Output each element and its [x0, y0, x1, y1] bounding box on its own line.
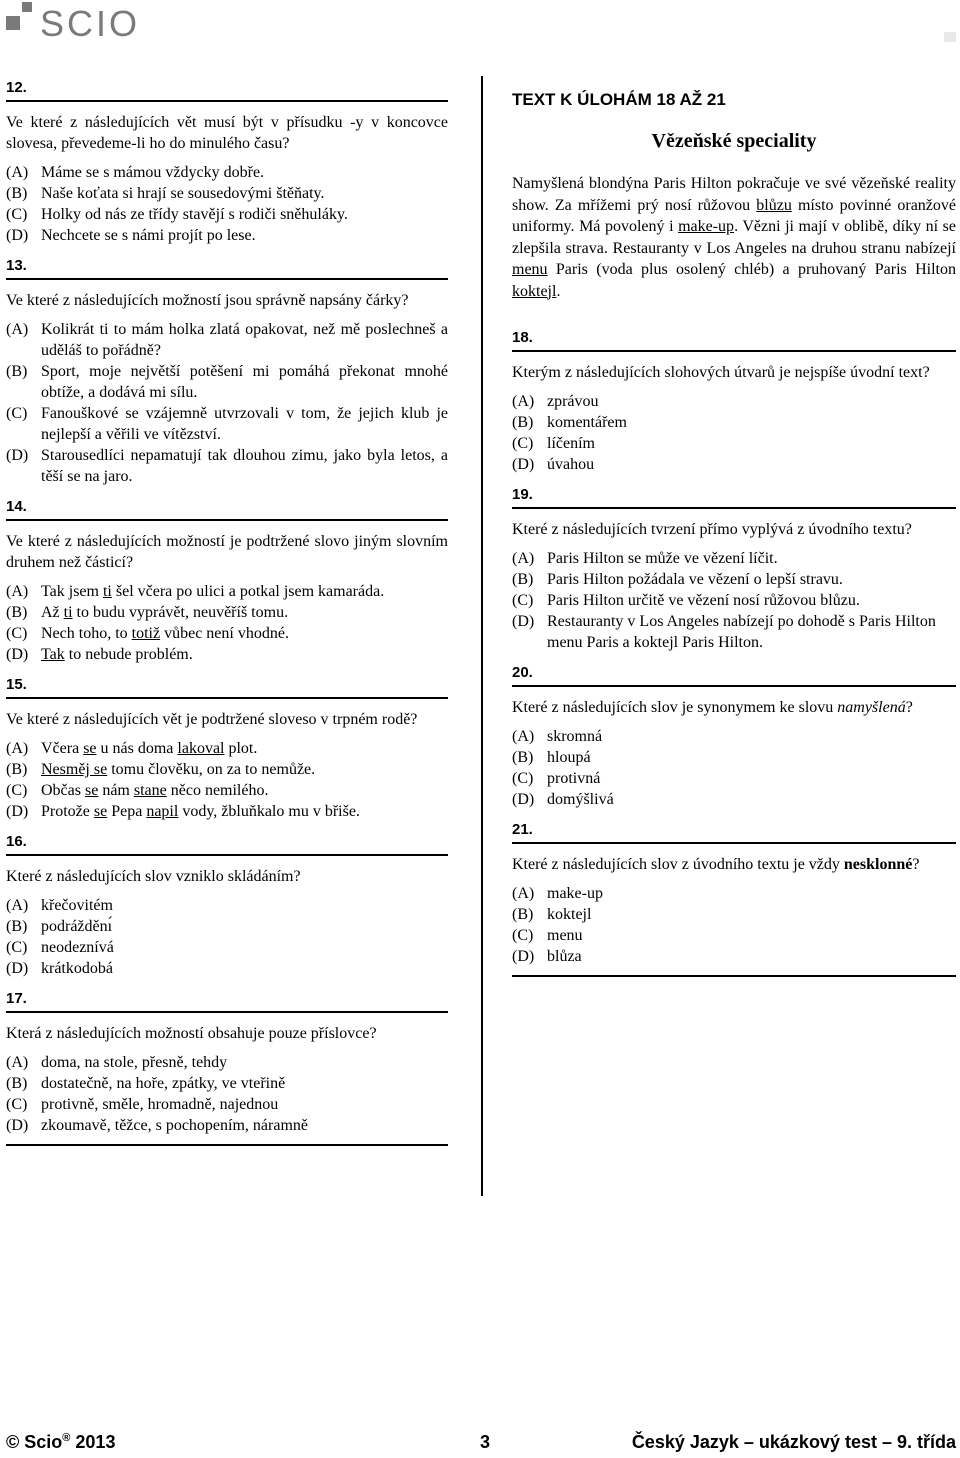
question-text	[512, 697, 956, 718]
option[interactable]	[6, 958, 448, 979]
left-column	[6, 76, 448, 1154]
option-label: (B)	[512, 749, 534, 766]
option-label: (A)	[6, 740, 29, 757]
option-label: (D)	[6, 447, 29, 464]
underlined-word: se	[84, 782, 99, 799]
option-text: zkoumavě, těžce, s pochopením, náramně	[41, 1117, 308, 1134]
text-segment: Tak jsem	[41, 583, 103, 600]
underlined-word: se	[83, 740, 97, 757]
text-segment: Paris (voda plus osolený chléb) a pruhovaný Paris Hilton	[547, 261, 956, 278]
option-text: krátkodobá	[41, 960, 113, 977]
option-label: (B)	[6, 1075, 28, 1092]
option[interactable]	[512, 548, 956, 569]
option[interactable]	[6, 225, 448, 246]
option[interactable]	[6, 445, 448, 487]
option-label: (D)	[512, 456, 535, 473]
footer-copyright	[6, 1432, 115, 1453]
footer-year: 2013	[75, 1432, 116, 1452]
option-list	[6, 738, 448, 822]
option-list	[6, 162, 448, 246]
option-label: (C)	[512, 592, 534, 609]
question-number: 13.	[6, 254, 448, 280]
option-list	[512, 883, 956, 977]
underlined-word: Tak	[41, 646, 65, 663]
option-label: (A)	[512, 885, 535, 902]
question-number: 12.	[6, 76, 448, 102]
option-label: (B)	[6, 604, 28, 621]
question-text: Ve které z následujících vět musí být v přísudku -y v koncovce slovesa, převedeme-li ho do minulého času?	[6, 114, 448, 152]
text-segment: Které z následujících slov je synonymem ke slovu	[512, 699, 838, 716]
option[interactable]	[512, 768, 956, 789]
underlined-word: koktejl	[512, 282, 557, 300]
option[interactable]	[6, 759, 448, 780]
option[interactable]	[6, 801, 448, 822]
option-text: Nechcete se s námi projít po lese.	[41, 227, 256, 244]
logo-text: SCIO	[40, 3, 141, 44]
option[interactable]	[6, 602, 448, 623]
option[interactable]	[512, 433, 956, 454]
option[interactable]	[6, 1115, 448, 1136]
question-number: 21.	[512, 818, 956, 844]
underlined-word: stane	[133, 782, 167, 799]
underlined-word: lakoval	[177, 740, 225, 757]
option-label: (A)	[512, 728, 535, 745]
option-text	[41, 738, 448, 759]
underlined-word: ti	[102, 583, 112, 600]
option-label: (D)	[6, 227, 29, 244]
option[interactable]	[6, 319, 448, 361]
option-list	[512, 548, 956, 653]
option[interactable]	[6, 361, 448, 403]
option[interactable]	[6, 895, 448, 916]
question-text: Které z následujících tvrzení přímo vyplývá z úvodního textu?	[512, 521, 912, 538]
article-text	[512, 173, 956, 302]
text-segment: Protože	[41, 803, 94, 820]
question-text: Ve které z následujících možností je podtržené slovo jiným slovním druhem než částicí?	[6, 533, 448, 571]
option-label: (C)	[6, 625, 28, 642]
question-number: 16.	[6, 830, 448, 856]
option-label: (C)	[6, 782, 28, 799]
text-segment: ?	[912, 856, 920, 873]
option[interactable]	[6, 1094, 448, 1115]
option[interactable]	[512, 883, 956, 904]
option-label: (D)	[512, 613, 535, 630]
option[interactable]	[512, 726, 956, 747]
corner-mark	[944, 32, 956, 42]
question-number: 19.	[512, 483, 956, 509]
text-segment: Pepa	[107, 803, 147, 820]
option[interactable]	[6, 581, 448, 602]
option-text: zprávou	[547, 393, 599, 410]
option-text: Paris Hilton určitě ve vězení nosí růžovou blůzu.	[547, 592, 860, 609]
option-label: (C)	[512, 435, 534, 452]
option-text: neodeznívá	[41, 939, 114, 956]
option-label: (C)	[512, 927, 534, 944]
option-text: dostatečně, na hoře, zpátky, ve vteřině	[41, 1075, 286, 1092]
option[interactable]	[512, 454, 956, 475]
option-label: (D)	[6, 803, 29, 820]
column-divider	[481, 76, 483, 1196]
question-text: Které z následujících slov vzniklo skládáním?	[6, 868, 301, 885]
option-text: koktejl	[547, 906, 592, 923]
option-list	[6, 319, 448, 487]
text-segment: něco nemilého.	[166, 782, 269, 799]
option-label: (B)	[512, 414, 534, 431]
option-label: (B)	[6, 918, 28, 935]
option-text	[41, 801, 448, 822]
option-label: (C)	[6, 405, 28, 422]
option[interactable]	[512, 946, 956, 967]
option[interactable]	[6, 937, 448, 958]
option-list	[512, 391, 956, 475]
option-label: (B)	[512, 906, 534, 923]
text-segment: Až	[41, 604, 64, 621]
option-list	[6, 1052, 448, 1146]
option-text: úvahou	[547, 456, 595, 473]
option[interactable]	[6, 1052, 448, 1073]
option[interactable]	[512, 904, 956, 925]
option[interactable]	[6, 738, 448, 759]
option[interactable]	[6, 644, 448, 665]
text-segment: Namyšlená blondýna Paris Hilton pokračuje ve své vězeňské reality show. Za mřížemi prý nosí růžovou	[512, 175, 956, 214]
option-text: Restauranty v Los Angeles nabízejí po dohodě s Paris Hilton menu Paris a koktejl Paris Hilton.	[547, 613, 936, 651]
text-segment: to budu vyprávět, neuvěříš tomu.	[72, 604, 289, 621]
text-segment: . Vězni ji mají v oblibě, díky ní se zlepšila strava. Restauranty v Los Angeles na druhou stranu nabízejí	[512, 218, 957, 257]
option-label: (D)	[6, 1117, 29, 1134]
option-label: (A)	[6, 321, 29, 338]
question-number: 20.	[512, 661, 956, 687]
option-label: (A)	[512, 550, 535, 567]
option-label: (A)	[6, 1054, 29, 1071]
option-text: domýšlivá	[547, 791, 614, 808]
text-segment: u nás doma	[96, 740, 178, 757]
question-text: Kterým z následujících slohových útvarů je nejspíše úvodní text?	[512, 364, 930, 381]
option-label: (B)	[6, 761, 28, 778]
option-text: doma, na stole, přesně, tehdy	[41, 1054, 228, 1071]
option-label: (C)	[6, 939, 28, 956]
page-footer	[6, 1432, 956, 1458]
option-label: (B)	[6, 185, 28, 202]
option-text: Paris Hilton se může ve vězení líčit.	[547, 550, 778, 567]
text-segment: to nebude problém.	[64, 646, 193, 663]
text-segment: místo povinné oranžové uniformy. Má povolený i	[512, 196, 957, 235]
option-text: Starousedlíci nepamatují tak dlouhou zimu, jako byla letos, a těší se na jaro.	[41, 447, 448, 485]
option-text: Sport, moje největší potěšení mi pomáhá překonat mnohé obtíže, a dodává mi sílu.	[41, 363, 448, 401]
option-list	[6, 581, 448, 665]
option[interactable]	[512, 412, 956, 433]
underlined-word: se	[93, 803, 108, 820]
option[interactable]	[6, 916, 448, 937]
option-text: Paris Hilton požádala ve vězení o lepší stravu.	[547, 571, 843, 588]
emphasized-word: nesklonné	[843, 856, 913, 873]
option-text: menu	[547, 927, 583, 944]
right-column	[512, 76, 956, 985]
option-label: (A)	[6, 164, 29, 181]
option-text: skromná	[547, 728, 603, 745]
option-label: (D)	[6, 960, 29, 977]
option-text: křečovitém	[41, 897, 113, 914]
scio-logo-mark-icon	[6, 2, 34, 30]
question-number: 18.	[512, 326, 956, 352]
option-text: hloupá	[547, 749, 591, 766]
option[interactable]	[6, 204, 448, 225]
option[interactable]	[6, 403, 448, 445]
scio-logo	[4, 0, 154, 46]
option[interactable]	[512, 789, 956, 810]
option-text	[41, 759, 448, 780]
option-list	[6, 895, 448, 979]
option[interactable]	[6, 780, 448, 801]
underlined-word: blůzu	[756, 196, 792, 214]
option-list	[512, 726, 956, 810]
article-title: Vězeňské speciality	[651, 130, 817, 152]
option-text: protivná	[547, 770, 601, 787]
text-segment: Nech toho, to	[41, 625, 132, 642]
option-text	[41, 581, 448, 602]
question-text	[512, 854, 956, 875]
option-text: Naše koťata si hrají se sousedovými štěňaty.	[41, 185, 325, 202]
option-label: (A)	[6, 897, 29, 914]
underlined-word: totiž	[131, 625, 161, 642]
option[interactable]	[6, 623, 448, 644]
option-text: podrážděnı́	[41, 918, 113, 935]
question-number: 14.	[6, 495, 448, 521]
question-text: Ve které z následujících možností jsou správně napsány čárky?	[6, 292, 409, 309]
option-text	[41, 780, 448, 801]
emphasized-word: namyšlená	[837, 699, 906, 716]
option-text: Fanouškové se vzájemně utvrzovali v tom, že jejich klub je nejlepší a věřili ve vítězství.	[41, 405, 448, 443]
option-text: Holky od nás ze třídy stavějí s rodiči sněhuláky.	[41, 206, 348, 223]
text-segment: Občas	[41, 782, 85, 799]
text-segment: vody, žbluňkalo mu v břiše.	[178, 803, 360, 820]
text-segment: tomu člověku, on za to nemůže.	[107, 761, 316, 778]
option-text	[41, 602, 448, 623]
option-label: (A)	[512, 393, 535, 410]
option[interactable]	[512, 590, 956, 611]
option[interactable]	[6, 162, 448, 183]
text-segment: vůbec není vhodné.	[160, 625, 289, 642]
text-segment: Které z následujících slov z úvodního textu je vždy	[512, 856, 844, 873]
option-text: blůza	[547, 948, 582, 965]
registered-mark: ®	[62, 1432, 71, 1444]
option-label: (C)	[6, 206, 28, 223]
text-segment: .	[556, 282, 561, 300]
option-text	[41, 644, 448, 665]
underlined-word: make-up	[678, 218, 735, 235]
option-text: Kolikrát ti to mám holka zlatá opakovat, než mě poslechneš a uděláš to pořádně?	[41, 321, 448, 359]
option-text: make-up	[547, 885, 603, 902]
option[interactable]	[512, 925, 956, 946]
option-label: (C)	[6, 1096, 28, 1113]
page-number: 3	[480, 1432, 491, 1452]
option[interactable]	[512, 611, 956, 653]
option-label: (C)	[512, 770, 534, 787]
option[interactable]	[6, 1073, 448, 1094]
option-label: (A)	[6, 583, 29, 600]
option-label: (D)	[512, 791, 535, 808]
text-segment: nám	[98, 782, 134, 799]
underlined-word: Nesměj se	[41, 761, 108, 778]
text-segment: Včera	[41, 740, 84, 757]
option[interactable]	[512, 391, 956, 412]
text-segment: šel včera po ulici a potkal jsem kamaráda.	[111, 583, 385, 600]
question-number: 15.	[6, 673, 448, 699]
text-segment: ?	[905, 699, 913, 716]
question-text: Která z následujících možností obsahuje pouze příslovce?	[6, 1025, 377, 1042]
question-text: Ve které z následujících vět je podtržené sloveso v trpném rodě?	[6, 711, 418, 728]
underlined-word: ti	[63, 604, 73, 621]
option[interactable]	[512, 569, 956, 590]
option[interactable]	[512, 747, 956, 768]
copyright-text: © Scio	[6, 1432, 63, 1452]
option-label: (D)	[512, 948, 535, 965]
option-label: (B)	[6, 363, 28, 380]
footer-title: Český Jazyk – ukázkový test – 9. třída	[631, 1432, 956, 1452]
option-text: protivně, směle, hromadně, najednou	[41, 1096, 279, 1113]
option-text: líčením	[547, 435, 595, 452]
option[interactable]	[6, 183, 448, 204]
option-label: (B)	[512, 571, 534, 588]
text-segment: plot.	[224, 740, 258, 757]
underlined-word: menu	[512, 261, 548, 278]
option-label: (D)	[6, 646, 29, 663]
section-heading: TEXT K ÚLOHÁM 18 AŽ 21	[512, 90, 726, 109]
option-text: Máme se s mámou vždycky dobře.	[41, 164, 265, 181]
underlined-word: napil	[146, 803, 179, 820]
option-text: komentářem	[547, 414, 627, 431]
question-number: 17.	[6, 987, 448, 1013]
option-text	[41, 623, 448, 644]
